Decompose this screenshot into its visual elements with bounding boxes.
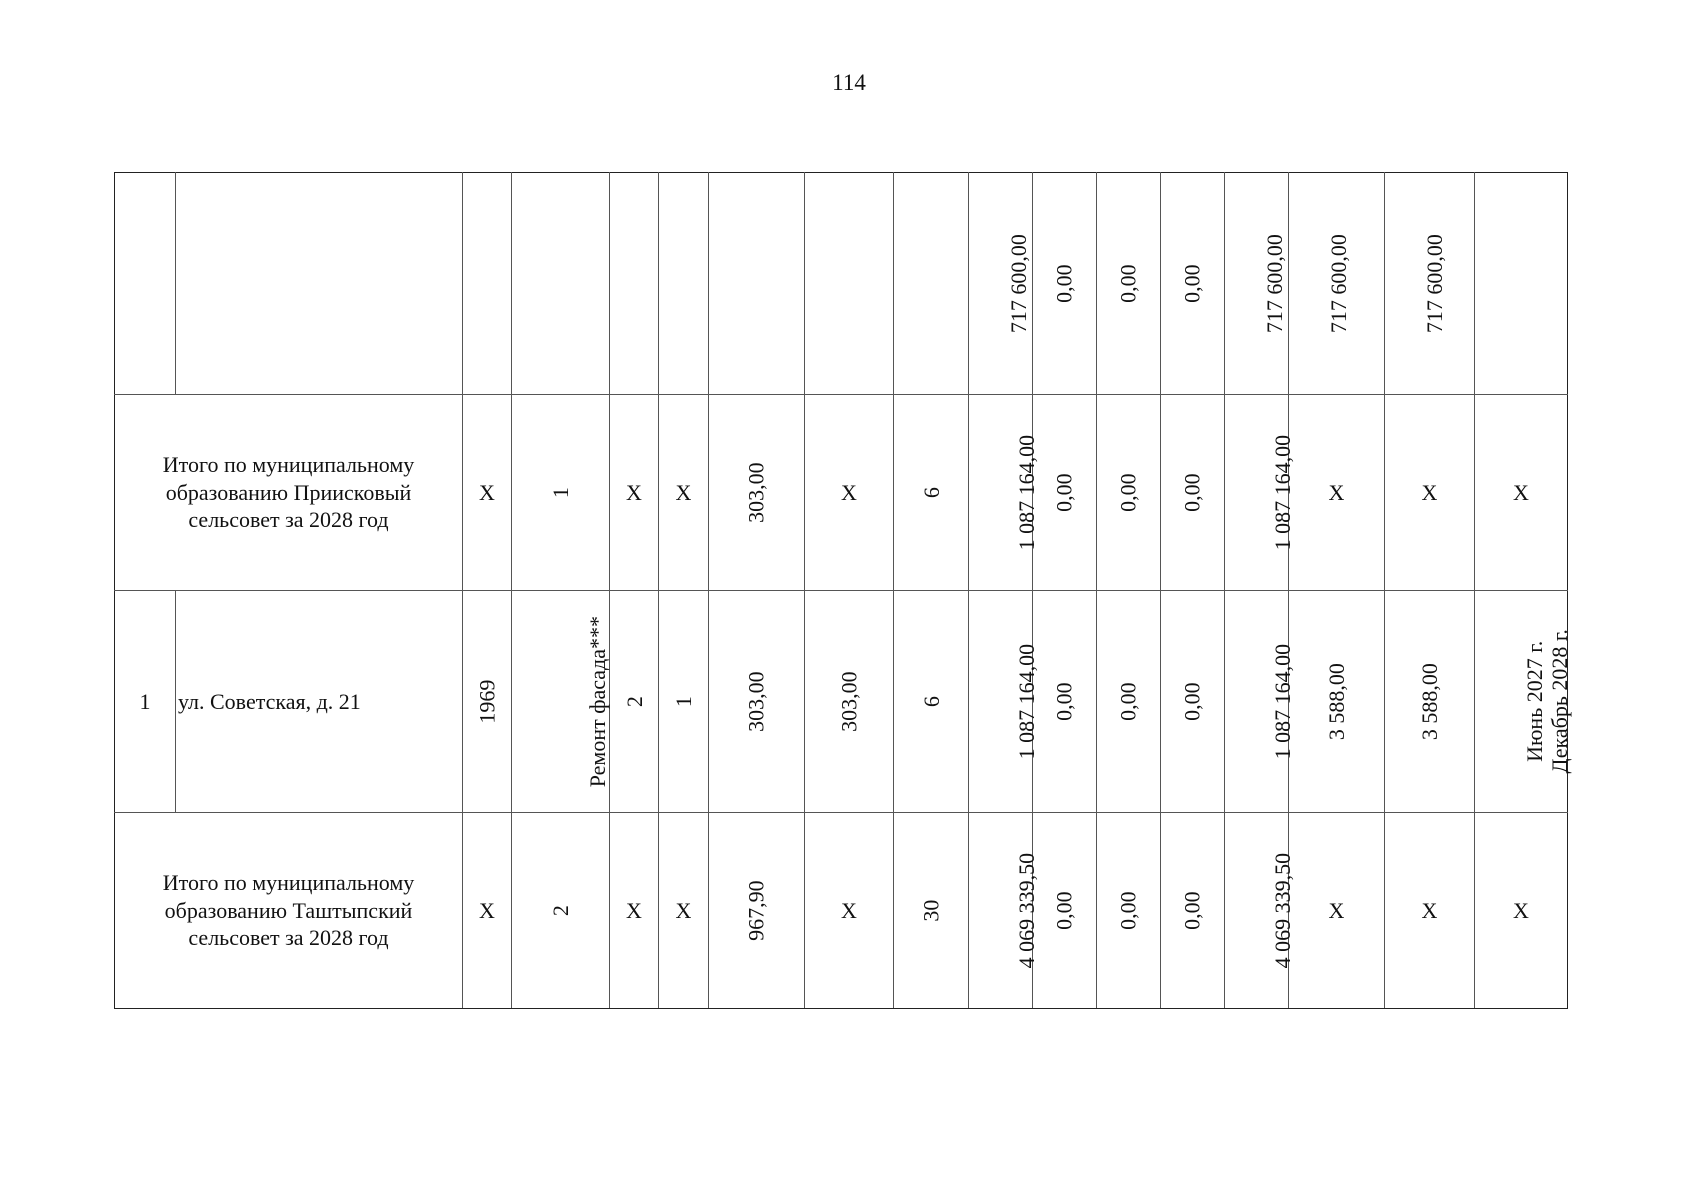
cell-c11 xyxy=(1033,173,1097,395)
cell-year xyxy=(463,173,512,395)
cell-value: 3 588,00 xyxy=(1416,662,1442,740)
cell-value: 0,00 xyxy=(1179,890,1205,930)
cell-value: 717 600,00 xyxy=(1421,233,1447,333)
cell-work xyxy=(512,395,610,591)
cell-value: Х xyxy=(1421,897,1438,923)
cell-value: Х xyxy=(841,897,857,923)
cell-value: 0,00 xyxy=(1115,681,1141,721)
table-row-total-priiskovy xyxy=(115,395,1568,591)
cell-value: 0,00 xyxy=(1051,890,1077,930)
cell-value: 6 xyxy=(918,695,944,707)
cell-value: 303,00 xyxy=(743,461,769,523)
cell-value: Х xyxy=(1513,897,1529,923)
cell-c10 xyxy=(969,395,1040,591)
cell-value: 2 xyxy=(547,904,573,916)
cell-c11 xyxy=(1033,591,1097,813)
cell-work xyxy=(512,591,610,813)
cell-value: 1 xyxy=(547,486,573,498)
cell-c5 xyxy=(610,591,659,813)
cell-num xyxy=(115,173,176,395)
cell-c10 xyxy=(969,591,1040,813)
cell-c15 xyxy=(1289,173,1385,395)
cell-value: 303,00 xyxy=(836,670,862,732)
cell-value: 1 xyxy=(670,695,696,707)
cell-c5 xyxy=(610,813,659,1009)
cell-c16 xyxy=(1385,813,1475,1009)
cell-c8 xyxy=(805,591,894,813)
cell-c7 xyxy=(709,813,805,1009)
work-period-start: Июнь 2027 г. xyxy=(1521,640,1547,762)
cell-c17 xyxy=(1475,591,1573,813)
cell-total-label xyxy=(115,813,463,1009)
cell-c13 xyxy=(1161,395,1225,591)
cell-work xyxy=(512,173,610,395)
cell-value: 1969 xyxy=(474,679,500,724)
cell-c15 xyxy=(1289,395,1385,591)
cell-c9 xyxy=(894,173,969,395)
cell-year xyxy=(463,591,512,813)
cell-value: 1 087 164,00 xyxy=(1270,643,1296,759)
cell-c16 xyxy=(1385,395,1475,591)
cell-c12 xyxy=(1097,813,1161,1009)
cell-c12 xyxy=(1097,173,1161,395)
cell-c10 xyxy=(969,813,1040,1009)
cell-c9 xyxy=(894,813,969,1009)
row-number: 1 xyxy=(139,688,151,714)
cell-c6 xyxy=(659,173,709,395)
cell-value: 967,90 xyxy=(743,879,769,941)
cell-c14 xyxy=(1225,395,1296,591)
cell-value: 717 600,00 xyxy=(1261,233,1287,333)
cell-value: 0,00 xyxy=(1051,263,1077,303)
cell-c17 xyxy=(1475,813,1568,1009)
cell-c16 xyxy=(1385,591,1475,813)
cell-c9 xyxy=(894,395,969,591)
cell-c6 xyxy=(659,813,709,1009)
cell-value: 717 600,00 xyxy=(1325,233,1351,333)
cell-c10 xyxy=(969,173,1033,395)
cell-value: 0,00 xyxy=(1179,681,1205,721)
cell-value: Х xyxy=(841,479,857,505)
cell-c6 xyxy=(659,591,709,813)
cell-c14 xyxy=(1225,173,1289,395)
cell-value: 4 069 339,50 xyxy=(1014,852,1040,968)
cell-c13 xyxy=(1161,591,1225,813)
cell-c11 xyxy=(1033,395,1097,591)
table-row-continued xyxy=(115,173,1568,395)
cell-value: 0,00 xyxy=(1051,681,1077,721)
cell-value: 30 xyxy=(918,899,944,922)
work-type: Ремонт фасада*** xyxy=(585,615,610,787)
cell-c11 xyxy=(1033,813,1097,1009)
cell-c13 xyxy=(1161,813,1225,1009)
cell-value: 0,00 xyxy=(1115,890,1141,930)
cell-c14 xyxy=(1225,591,1296,813)
house-address: ул. Советская, д. 21 xyxy=(178,688,361,714)
cell-value: Х xyxy=(1328,479,1345,505)
cell-c7 xyxy=(709,395,805,591)
cell-value: 303,00 xyxy=(743,670,769,732)
cell-value: Х xyxy=(1328,897,1345,923)
work-period xyxy=(1522,629,1573,773)
table-row-total-tashtyp xyxy=(115,813,1568,1009)
cell-value: Х xyxy=(1513,479,1529,505)
table-row-house xyxy=(115,591,1568,813)
cell-c13 xyxy=(1161,173,1225,395)
cell-value: Х xyxy=(675,479,692,505)
cell-c12 xyxy=(1097,395,1161,591)
cell-value: 6 xyxy=(918,486,944,498)
cell-value: Х xyxy=(626,897,642,923)
cell-value: Х xyxy=(1421,479,1438,505)
cell-value: 1 087 164,00 xyxy=(1270,434,1296,550)
cell-c15 xyxy=(1289,813,1385,1009)
total-label: Итого по муниципальному образованию Таштыпский сельсовет за 2028 год xyxy=(162,870,415,951)
cell-c17 xyxy=(1475,395,1568,591)
cell-value: 1 087 164,00 xyxy=(1014,643,1040,759)
cell-c14 xyxy=(1225,813,1296,1009)
cell-c8 xyxy=(805,173,894,395)
cell-c5 xyxy=(610,173,659,395)
cell-c16 xyxy=(1385,173,1475,395)
cell-value: 4 069 339,50 xyxy=(1270,852,1296,968)
cell-c6 xyxy=(659,395,709,591)
cell-value: 3 588,00 xyxy=(1323,662,1349,740)
cell-c8 xyxy=(805,813,894,1009)
cell-c5 xyxy=(610,395,659,591)
cell-c12 xyxy=(1097,591,1161,813)
cell-value: 1 087 164,00 xyxy=(1014,434,1040,550)
cell-c15 xyxy=(1289,591,1385,813)
cell-value: 0,00 xyxy=(1115,472,1141,512)
cell-value: 2 xyxy=(621,695,647,707)
cell-c7 xyxy=(709,591,805,813)
cell-num xyxy=(115,591,176,813)
cell-value: Х xyxy=(479,479,495,505)
cell-value: Х xyxy=(626,479,642,505)
cell-value: 717 600,00 xyxy=(1005,233,1031,333)
cell-value: Х xyxy=(479,897,495,923)
work-period-end: Декабрь 2028 г. xyxy=(1547,628,1573,774)
cell-value: Х xyxy=(675,897,692,923)
cell-c9 xyxy=(894,591,969,813)
cell-work xyxy=(512,813,610,1009)
cell-address xyxy=(176,591,463,813)
cell-year xyxy=(463,395,512,591)
cell-c7 xyxy=(709,173,805,395)
cell-value: 0,00 xyxy=(1179,472,1205,512)
cell-c17 xyxy=(1475,173,1568,395)
cell-c8 xyxy=(805,395,894,591)
cell-value: 0,00 xyxy=(1051,472,1077,512)
cell-year xyxy=(463,813,512,1009)
capital-repair-table xyxy=(114,172,1573,1009)
page-number: 114 xyxy=(832,70,866,95)
cell-address xyxy=(176,173,463,395)
cell-value: 0,00 xyxy=(1115,263,1141,303)
cell-value: 0,00 xyxy=(1179,263,1205,303)
cell-total-label xyxy=(115,395,463,591)
total-label: Итого по муниципальному образованию Приисковый сельсовет за 2028 год xyxy=(162,452,415,533)
